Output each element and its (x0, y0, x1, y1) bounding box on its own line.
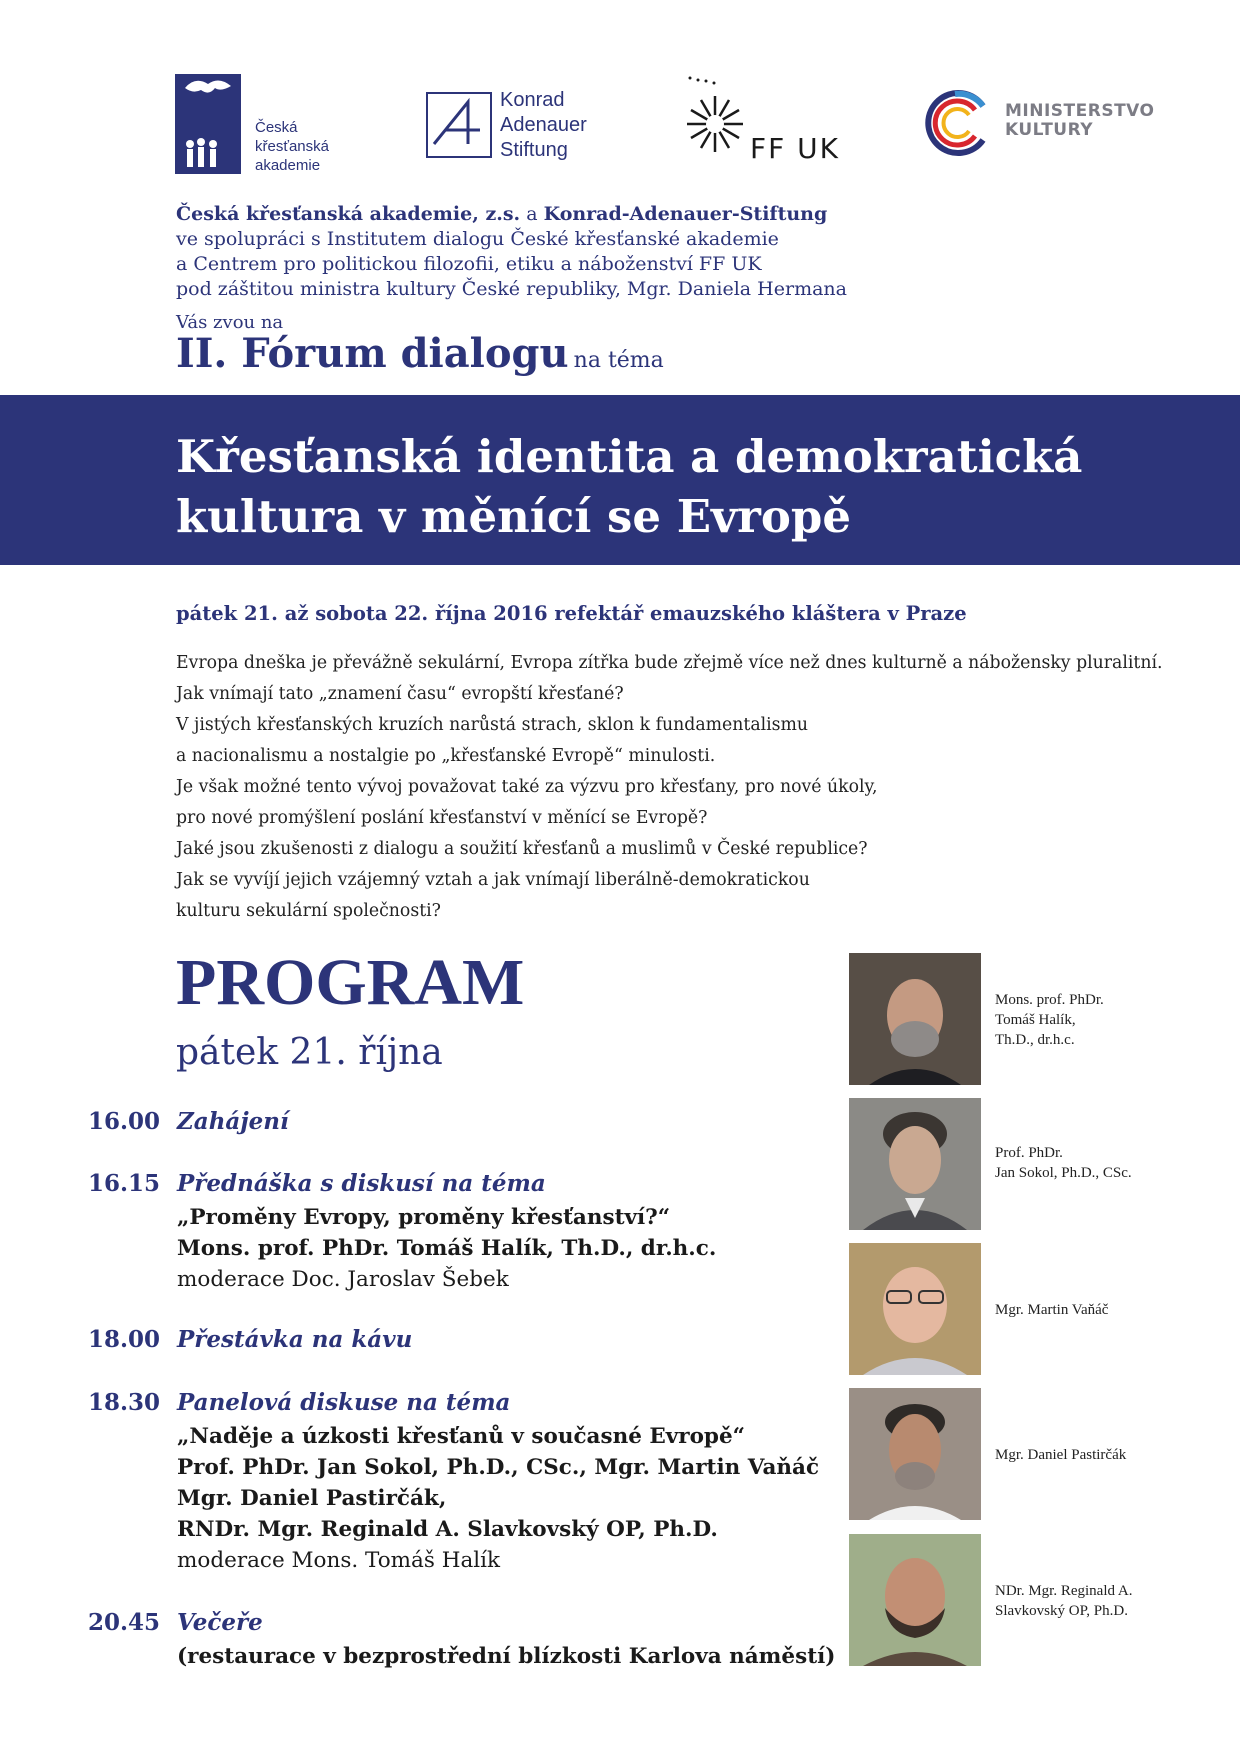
intro-line: pro nové promýšlení poslání křesťanství v měnící se Evropě? (176, 808, 708, 828)
schedule-label: Přestávka na kávu (177, 1326, 413, 1353)
intro-line: a nacionalismu a nostalgie po „křesťanské Evropě“ minulosti. (176, 746, 716, 766)
kas-logo (426, 89, 587, 161)
schedule-time: 20.45 (88, 1609, 161, 1636)
organizers-line1: Česká křesťanská akademie, z.s. a Konrad-Adenauer-Stiftung (176, 203, 828, 225)
schedule-detail-line: Mgr. Daniel Pastirčák, (177, 1486, 447, 1511)
intro-line: kulturu sekulární společnosti? (176, 901, 441, 921)
schedule-detail-line: „Proměny Evropy, proměny křesťanství?“ (177, 1205, 671, 1230)
title-banner (0, 395, 1240, 565)
forum-title-suffix: na téma (573, 348, 664, 373)
schedule-detail-line: Prof. PhDr. Jan Sokol, Ph.D., CSc., Mgr. Martin Vaňáč (177, 1455, 820, 1480)
schedule-time: 16.15 (88, 1170, 161, 1197)
speaker-photo (849, 1388, 981, 1520)
schedule-label: Panelová diskuse na téma (177, 1389, 511, 1416)
intro-line: Evropa dneška je převážně sekulární, Evropa zítřka bude zřejmě více než dnes kulturně a nábožensky pluralitní. (176, 653, 1163, 673)
speaker-name-line: Jan Sokol, Ph.D., CSc. (995, 1165, 1132, 1181)
speaker-name-line: Mgr. Daniel Pastirčák (995, 1447, 1127, 1463)
cka-logo-line2: křesťanská (255, 138, 329, 155)
schedule-label: Večeře (177, 1609, 263, 1636)
invite-text: Vás zvou na (176, 312, 284, 333)
schedule-detail-line: (restaurace v bezprostřední blízkosti Karlova náměstí) (177, 1644, 836, 1669)
speaker-photo (849, 1534, 981, 1666)
forum-title-main: II. Fórum dialogu (176, 330, 569, 377)
speaker-name-line: Prof. PhDr. (995, 1145, 1063, 1161)
speaker-name-line: Tomáš Halík, (995, 1012, 1076, 1028)
ffuk-logo (680, 74, 840, 169)
ministry-logo (925, 88, 1155, 163)
speaker-photo (849, 1098, 981, 1230)
cka-logo (175, 74, 329, 174)
organizers-line2: ve spolupráci s Institutem dialogu České křesťanské akademie (176, 228, 779, 250)
organizers-line4: pod záštitou ministra kultury České republiky, Mgr. Daniela Hermana (176, 278, 847, 300)
schedule-detail-line: „Naděje a úzkosti křesťanů v současné Evropě“ (177, 1424, 746, 1449)
banner-title-line2: kultura v měnící se Evropě (176, 490, 851, 543)
schedule-detail-line: Mons. prof. PhDr. Tomáš Halík, Th.D., dr.h.c. (177, 1236, 717, 1261)
schedule-detail-line: moderace Mons. Tomáš Halík (177, 1548, 501, 1573)
schedule-detail-line: moderace Doc. Jaroslav Šebek (177, 1267, 509, 1292)
organizers-block (176, 202, 847, 302)
schedule-time: 18.30 (88, 1389, 161, 1416)
ministry-c-icon (925, 88, 995, 158)
cka-logo-line3: akademie (255, 157, 321, 174)
kas-logo-line1: Konrad (500, 89, 565, 111)
schedule-detail-line: RNDr. Mgr. Reginald A. Slavkovský OP, Ph.D. (177, 1517, 718, 1542)
schedule-label: Přednáška s diskusí na téma (177, 1170, 546, 1197)
kas-logo-line2: Adenauer (500, 114, 587, 136)
schedule-time: 16.00 (88, 1108, 161, 1135)
intro-line: V jistých křesťanských kruzích narůstá strach, sklon k fundamentalismu (176, 715, 809, 735)
intro-line: Jak vnímají tato „znamení času“ evropští křesťané? (176, 684, 624, 704)
speaker-name-line: Slavkovský OP, Ph.D. (995, 1603, 1128, 1619)
date-place: pátek 21. až sobota 22. října 2016 refektář emauzského kláštera v Praze (176, 602, 967, 625)
speaker-name-line: NDr. Mgr. Reginald A. (995, 1583, 1133, 1599)
ministry-logo-line1: MINISTERSTVO (1005, 101, 1155, 121)
sunburst-icon (680, 74, 760, 164)
kas-emblem-icon (426, 92, 492, 158)
program-day: pátek 21. října (176, 1032, 443, 1073)
cka-logo-line1: Česká (255, 119, 298, 136)
ministry-logo-line2: KULTURY (1005, 120, 1094, 140)
intro-line: Je však možné tento vývoj považovat také za výzvu pro křesťany, pro nové úkoly, (176, 777, 878, 797)
intro-line: Jak se vyvíjí jejich vzájemný vztah a jak vnímají liberálně-demokratickou (176, 870, 810, 890)
schedule-time: 18.00 (88, 1326, 161, 1353)
banner-title-line1: Křesťanská identita a demokratická (176, 430, 1083, 483)
program-heading: PROGRAM (176, 946, 525, 1019)
speaker-photo (849, 953, 981, 1085)
cka-emblem-icon (175, 74, 241, 174)
kas-logo-line3: Stiftung (500, 139, 568, 161)
schedule-label: Zahájení (177, 1108, 289, 1135)
banner-title (176, 427, 1216, 547)
ffuk-logo-text: FF UK (750, 132, 840, 165)
speaker-name-line: Mgr. Martin Vaňáč (995, 1302, 1109, 1318)
intro-line: Jaké jsou zkušenosti z dialogu a soužití křesťanů a muslimů v České republice? (176, 839, 868, 859)
forum-title (176, 330, 664, 377)
intro-text (176, 648, 1176, 927)
speaker-name-line: Th.D., dr.h.c. (995, 1032, 1075, 1048)
organizers-line3: a Centrem pro politickou filozofii, etiku a náboženství FF UK (176, 253, 762, 275)
speaker-photo (849, 1243, 981, 1375)
speaker-name-line: Mons. prof. PhDr. (995, 992, 1104, 1008)
